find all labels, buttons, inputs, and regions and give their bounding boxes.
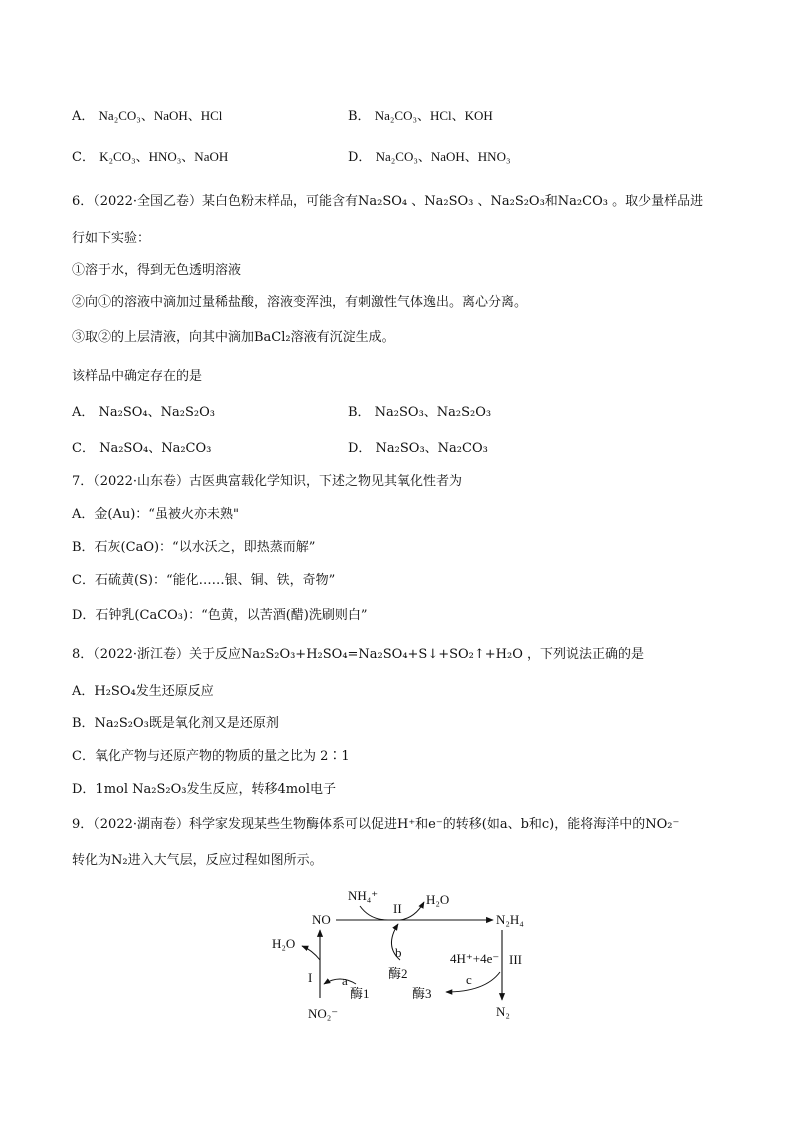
q7-option-a: A．金(Au)：“虽被火亦未熟": [72, 507, 239, 522]
q6-option-b: B． Na₂SO₃、Na₂S₂O₃: [348, 405, 492, 420]
q7-option-d: D．石钟乳(CaCO₃)：“色黄，以苦酒(醋)洗刷则白”: [72, 608, 368, 623]
q6-step-3: ③取②的上层清液，向其中滴加BaCl₂溶液有沉淀生成。: [72, 330, 395, 345]
q8-stem: 8．（2022·浙江卷）关于反应Na₂S₂O₃+H₂SO₄=Na₂SO₄+S↓+SO₂↑+H₂O ，下列说法正确的是: [72, 647, 645, 662]
q6-option-c: C． Na₂SO₄、Na₂CO₃: [72, 441, 212, 456]
q6-step-1: ①溶于水，得到无色透明溶液: [72, 263, 242, 278]
label-c: c: [466, 972, 472, 987]
q7-option-c: C．石硫黄(S)：“能化……银、铜、铁，奇物”: [72, 573, 336, 588]
enzyme-3-label: 酶3: [412, 986, 432, 1001]
enzyme-1-label: 酶1: [350, 986, 370, 1001]
q6-stem-line1: 6．（2022·全国乙卷）某白色粉末样品，可能含有Na₂SO₄ 、Na₂SO₃ 、Na₂S₂O₃和Na₂CO₃ 。取少量样品进: [72, 194, 704, 209]
q8-option-d: D．1mol Na₂S₂O₃发生反应，转移4mol电子: [72, 782, 337, 797]
n2h4-label: N₂H₄: [496, 912, 524, 927]
q6-option-d: D． Na₂SO₃、Na₂CO₃: [348, 441, 488, 456]
nh4-label: NH₄⁺: [348, 888, 379, 903]
q6-step-2: ②向①的溶液中滴加过量稀盐酸，溶液变浑浊，有刺激性气体逸出。离心分离。: [72, 295, 528, 310]
arrow-c: [446, 972, 500, 992]
h2o-left-label: H₂O: [272, 936, 296, 951]
arrow-h2o-left-out: [302, 946, 320, 960]
q5-option-b: B． Na₂CO₃、HCl、KOH: [348, 108, 493, 124]
q9-stem-line1: 9．（2022·湖南卷）科学家发现某些生物酶体系可以促进H⁺和e⁻的转移(如a、b和c)，能将海洋中的NO₂⁻: [72, 817, 680, 832]
h-e-label: 4H⁺+4e⁻: [450, 951, 500, 966]
n2-label: N₂: [496, 1004, 510, 1019]
arrow-a: [324, 979, 356, 984]
step-i-label: I: [308, 970, 313, 985]
q6-stem-line2: 行如下实验：: [72, 231, 151, 246]
q7-stem: 7．（2022·山东卷）古医典富载化学知识，下述之物见其氧化性者为: [72, 474, 462, 489]
q8-option-c: C．氧化产物与还原产物的物质的量之比为 2∶1: [72, 749, 350, 764]
no-label: NO: [312, 912, 331, 927]
step-ii-label: II: [393, 901, 402, 916]
no2-label: NO₂⁻: [308, 1006, 339, 1021]
q8-option-a: A．H₂SO₄发生还原反应: [72, 684, 214, 699]
reaction-pathway-diagram: [260, 880, 560, 1030]
q6-option-a: A． Na₂SO₄、Na₂S₂O₃: [72, 405, 215, 420]
arrow-h2o-out: [400, 902, 424, 920]
q9-stem-line2: 转化为N₂进入大气层，反应过程如图所示。: [72, 853, 323, 868]
step-iii-label: III: [509, 952, 522, 967]
q5-option-c: C． K₂CO₃、HNO₃、NaOH: [72, 149, 229, 165]
q7-option-b: B．石灰(CaO)：“以水沃之，即热蒸而解”: [72, 540, 316, 555]
label-a: a: [342, 973, 348, 988]
q5-option-d: D． Na₂CO₃、NaOH、HNO₃: [348, 149, 511, 165]
q6-question: 该样品中确定存在的是: [72, 369, 203, 384]
label-b: b: [395, 945, 402, 960]
arrow-nh4-in: [360, 906, 388, 920]
h2o-top-label: H₂O: [426, 892, 450, 907]
enzyme-2-label: 酶2: [388, 966, 408, 981]
q5-option-a: A． Na₂CO₃、NaOH、HCl: [72, 108, 223, 124]
q8-option-b: B．Na₂S₂O₃既是氧化剂又是还原剂: [72, 716, 279, 731]
